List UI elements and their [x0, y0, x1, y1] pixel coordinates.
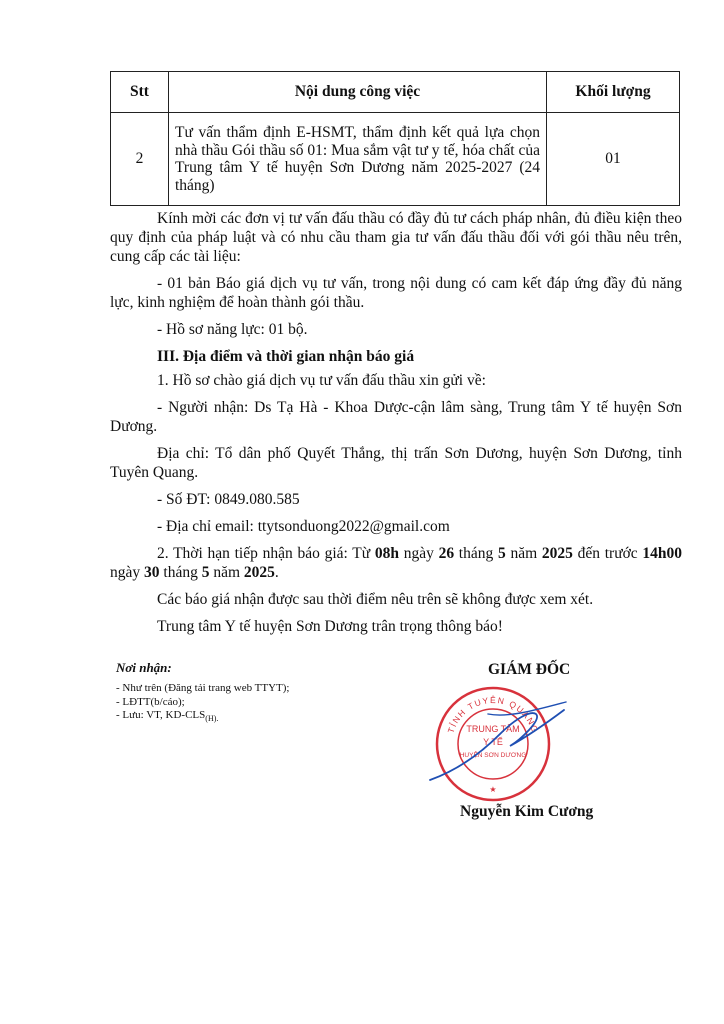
- table-row: [111, 113, 680, 206]
- signer-name: Nguyễn Kim Cương: [460, 803, 594, 820]
- recipient-item: - LĐTT(b/cáo);: [116, 695, 185, 708]
- stamp-center-line3: HUYỆN SƠN DƯƠNG: [459, 752, 527, 759]
- deadline-start-year: 2025: [541, 545, 573, 562]
- deadline-text: ngày: [398, 545, 439, 562]
- table-header-row: [111, 72, 680, 113]
- deadline-text: năm: [209, 564, 244, 581]
- deadline-end-day: 30: [144, 564, 160, 581]
- closing-line: Trung tâm Y tế huyện Sơn Dương trân trọng thông báo!: [157, 618, 503, 635]
- deadline-start-hour: 08h: [374, 545, 399, 562]
- deadline-start-day: 26: [438, 545, 455, 562]
- email-line: - Địa chỉ email: ttytsonduong2022@gmail.com: [157, 518, 450, 535]
- deadline-text: tháng: [159, 564, 202, 581]
- recipient-item: [116, 709, 396, 726]
- svg-text:★: ★: [489, 785, 497, 794]
- deadline-text: 2. Thời hạn tiếp nhận báo giá: Từ: [157, 545, 375, 562]
- cell-quantity: 01: [547, 113, 680, 206]
- late-note: Các báo giá nhận được sau thời điểm nêu trên sẽ không được xem xét.: [157, 591, 594, 608]
- stamp-center-line1: TRUNG TÂM: [466, 724, 520, 734]
- cell-stt: 2: [111, 113, 169, 206]
- deadline-text: tháng: [454, 545, 498, 562]
- recipients-title: Nơi nhận:: [116, 660, 172, 675]
- document-body: [110, 209, 682, 644]
- phone-line: - Số ĐT: 0849.080.585: [157, 491, 300, 508]
- header-stt: Stt: [111, 72, 169, 113]
- deadline-text: ngày: [110, 564, 145, 581]
- intro-paragraph: Kính mời các đơn vị tư vấn đấu thầu có đầy đủ tư cách pháp nhân, đủ điều kiện theo quy định của pháp luật và có nhu cầu tham gia tư vấn đấu thầu đối với gói thầu nêu trên, cung cấp các tài liệu:: [110, 210, 682, 265]
- deadline-text: đến trước: [572, 545, 643, 562]
- deadline-start-month: 5: [497, 545, 506, 562]
- stamp-center-line2: Y TẾ: [483, 737, 503, 747]
- section-title: III. Địa điểm và thời gian nhận báo giá: [157, 348, 415, 365]
- deadline-paragraph: [110, 544, 682, 582]
- header-content: Nội dung công việc: [169, 72, 547, 113]
- recipients-block: [116, 660, 396, 726]
- deadline-text: .: [274, 564, 279, 581]
- address-line: Địa chỉ: Tổ dân phố Quyết Thắng, thị trấn Sơn Dương, huyện Sơn Dương, tỉnh Tuyên Quang.: [110, 445, 682, 481]
- receiver-line: - Người nhận: Ds Tạ Hà - Khoa Dược-cận lâm sàng, Trung tâm Y tế huyện Sơn Dương.: [110, 399, 682, 435]
- cell-content: Tư vấn thẩm định E-HSMT, thẩm định kết quả lựa chọn nhà thầu Gói thầu số 01: Mua sắm vật tư y tế, hóa chất của Trung tâm Y tế huyện Sơn Dương năm 2025-2027 (24 tháng): [169, 113, 547, 206]
- recipient-item-suffix: (H).: [205, 714, 219, 724]
- document-item-profile: - Hồ sơ năng lực: 01 bộ.: [157, 321, 308, 338]
- deadline-end-year: 2025: [243, 564, 275, 581]
- document-item-quote: - 01 bản Báo giá dịch vụ tư vấn, trong nội dung có cam kết đáp ứng đầy đủ năng lực, kinh nghiệm để hoàn thành gói thầu.: [110, 275, 682, 311]
- deadline-end-hour: 14h00: [642, 545, 683, 562]
- deadline-text: năm: [505, 545, 542, 562]
- recipient-item: - Như trên (Đăng tải trang web TTYT);: [116, 682, 290, 694]
- work-table: [110, 71, 680, 206]
- header-quantity: Khối lượng: [547, 72, 680, 113]
- stamp-ring-text: TỈNH TUYÊN QUANG: [445, 694, 541, 735]
- recipient-item-text: - Lưu: VT, KD-CLS: [116, 709, 206, 721]
- signature-title: GIÁM ĐỐC: [488, 661, 571, 678]
- official-stamp-icon: [418, 684, 568, 802]
- submission-intro: 1. Hồ sơ chào giá dịch vụ tư vấn đấu thầu xin gửi về:: [157, 372, 486, 389]
- deadline-end-month: 5: [201, 564, 210, 581]
